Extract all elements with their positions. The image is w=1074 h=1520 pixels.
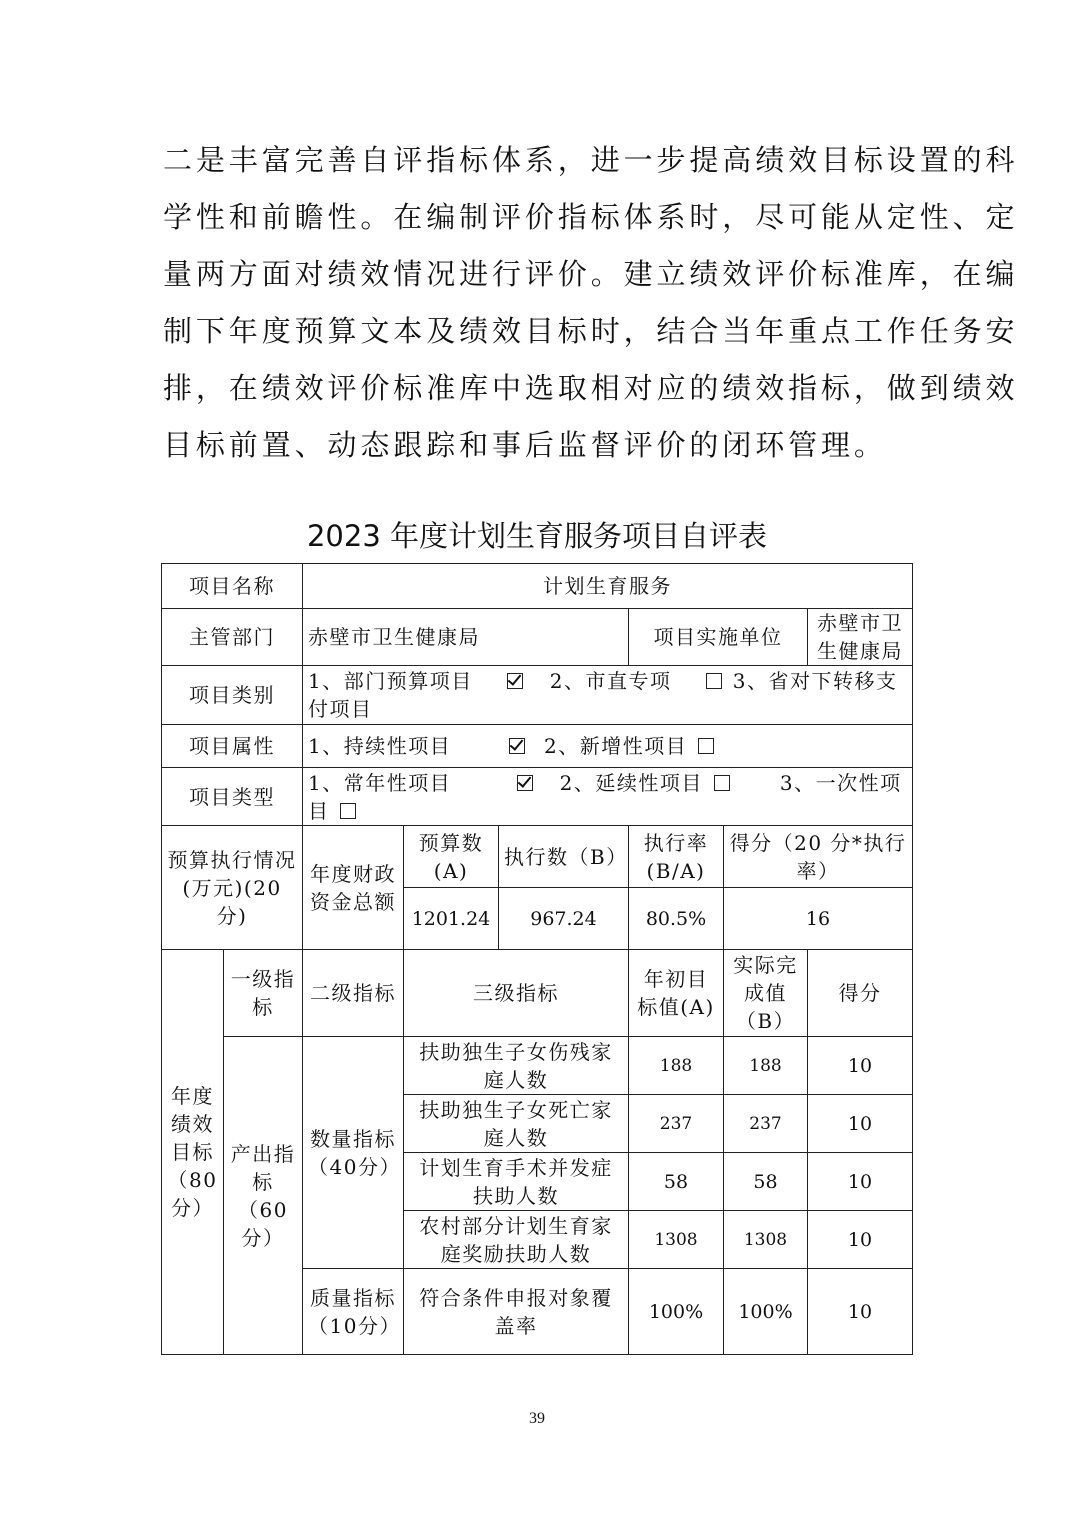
impl-unit-label: 项目实施单位 (629, 609, 808, 666)
attr-option-1: 1、持续性项目 (308, 734, 452, 758)
paragraph-line: 制下年度预算文本及绩效目标时，结合当年重点工作任务安 (163, 314, 1019, 348)
self-evaluation-table (161, 563, 913, 1355)
project-name-label: 项目名称 (162, 564, 303, 609)
exec-header: 执行数（B） (499, 826, 629, 888)
page-number: 39 (529, 1410, 545, 1427)
checked-box-icon[interactable] (507, 673, 523, 689)
attr-label: 项目属性 (162, 725, 303, 768)
exec-value: 967.24 (499, 888, 629, 950)
dept-label: 主管部门 (162, 609, 303, 666)
target-header: 年初目标值(A) (629, 950, 724, 1037)
table-row (162, 950, 913, 1037)
table-row (162, 564, 913, 609)
indicator-name: 扶助独生子女伤残家庭人数 (404, 1037, 629, 1095)
attr-option-2: 2、新增性项目 (543, 734, 688, 758)
paragraph-line: 量两方面对绩效情况进行评价。建立绩效评价标准库，在编 (163, 257, 1019, 291)
checked-box-icon[interactable] (509, 738, 525, 754)
checkbox-icon[interactable] (340, 803, 356, 819)
indicator-target: 188 (629, 1037, 724, 1095)
category-label: 项目类别 (162, 666, 303, 725)
table-row (162, 768, 913, 826)
annual-funds-label: 年度财政资金总额 (303, 826, 404, 950)
table-row (162, 826, 913, 888)
annual-target-label: 年度绩效目标（80分） (162, 950, 224, 1355)
score-value: 16 (724, 888, 913, 950)
checkbox-icon[interactable] (698, 738, 714, 754)
body-paragraph (163, 132, 1019, 474)
indicator-score: 10 (808, 1095, 913, 1153)
dept-value: 赤壁市卫生健康局 (303, 609, 629, 666)
indicator-actual: 188 (724, 1037, 808, 1095)
indicator-target: 237 (629, 1095, 724, 1153)
table-row (162, 1037, 913, 1095)
category-option-3: 3、省对下转移支付项目 (308, 669, 898, 721)
paragraph-line: 二是丰富完善自评指标体系，进一步提高绩效目标设置的科 (163, 143, 1019, 177)
indicator-score: 10 (808, 1269, 913, 1355)
paragraph-line: 学性和前瞻性。在编制评价指标体系时，尽可能从定性、定 (163, 200, 1019, 234)
table-row (162, 609, 913, 666)
level3-header: 三级指标 (404, 950, 629, 1037)
type-label: 项目类型 (162, 768, 303, 826)
rate-value: 80.5% (629, 888, 724, 950)
indicator-actual: 58 (724, 1153, 808, 1211)
table-title: 2023 年度计划生育服务项目自评表 (306, 519, 768, 553)
indicator-name: 计划生育手术并发症扶助人数 (404, 1153, 629, 1211)
indicator-target: 58 (629, 1153, 724, 1211)
level1-header: 一级指标 (224, 950, 303, 1037)
paragraph-line: 排，在绩效评价标准库中选取相对应的绩效指标，做到绩效 (163, 371, 1019, 405)
indicator-score: 10 (808, 1211, 913, 1269)
indicator-score-header: 得分 (808, 950, 913, 1037)
quantity-indicator-label: 数量指标（40分） (303, 1037, 404, 1269)
table-row (162, 725, 913, 768)
category-option-2: 2、市直专项 (549, 669, 672, 693)
checked-box-icon[interactable] (517, 775, 533, 791)
level2-header: 二级指标 (303, 950, 404, 1037)
impl-unit-value: 赤壁市卫生健康局 (808, 609, 913, 666)
rate-header: 执行率(B/A) (629, 826, 724, 888)
project-name-value: 计划生育服务 (303, 564, 913, 609)
budget-value: 1201.24 (404, 888, 499, 950)
score-header: 得分（20 分*执行率） (724, 826, 913, 888)
checkbox-icon[interactable] (714, 775, 730, 791)
indicator-target: 100% (629, 1269, 724, 1355)
indicator-actual: 237 (724, 1095, 808, 1153)
indicator-name: 符合条件申报对象覆盖率 (404, 1269, 629, 1355)
indicator-actual: 100% (724, 1269, 808, 1355)
indicator-name: 扶助独生子女死亡家庭人数 (404, 1095, 629, 1153)
budget-header: 预算数(A) (404, 826, 499, 888)
indicator-name: 农村部分计划生育家庭奖励扶助人数 (404, 1211, 629, 1269)
type-option-3: 3、一次性项目 (308, 770, 902, 823)
type-option-1: 1、常年性项目 (308, 770, 452, 795)
output-indicator-label: 产出指标（60分） (224, 1037, 303, 1355)
type-option-2: 2、延续性项目 (559, 770, 703, 795)
category-options (303, 666, 913, 725)
category-option-1: 1、部门预算项目 (308, 669, 473, 693)
quality-indicator-label: 质量指标（10分） (303, 1269, 404, 1355)
indicator-target: 1308 (629, 1211, 724, 1269)
type-options (303, 768, 913, 826)
paragraph-line: 目标前置、动态跟踪和事后监督评价的闭环管理。 (163, 428, 887, 462)
actual-header: 实际完成值（B） (724, 950, 808, 1037)
budget-label: 预算执行情况(万元)(20分) (162, 826, 303, 950)
indicator-score: 10 (808, 1037, 913, 1095)
checkbox-icon[interactable] (706, 673, 722, 689)
attr-options (303, 725, 913, 768)
indicator-actual: 1308 (724, 1211, 808, 1269)
indicator-score: 10 (808, 1153, 913, 1211)
table-row (162, 666, 913, 725)
